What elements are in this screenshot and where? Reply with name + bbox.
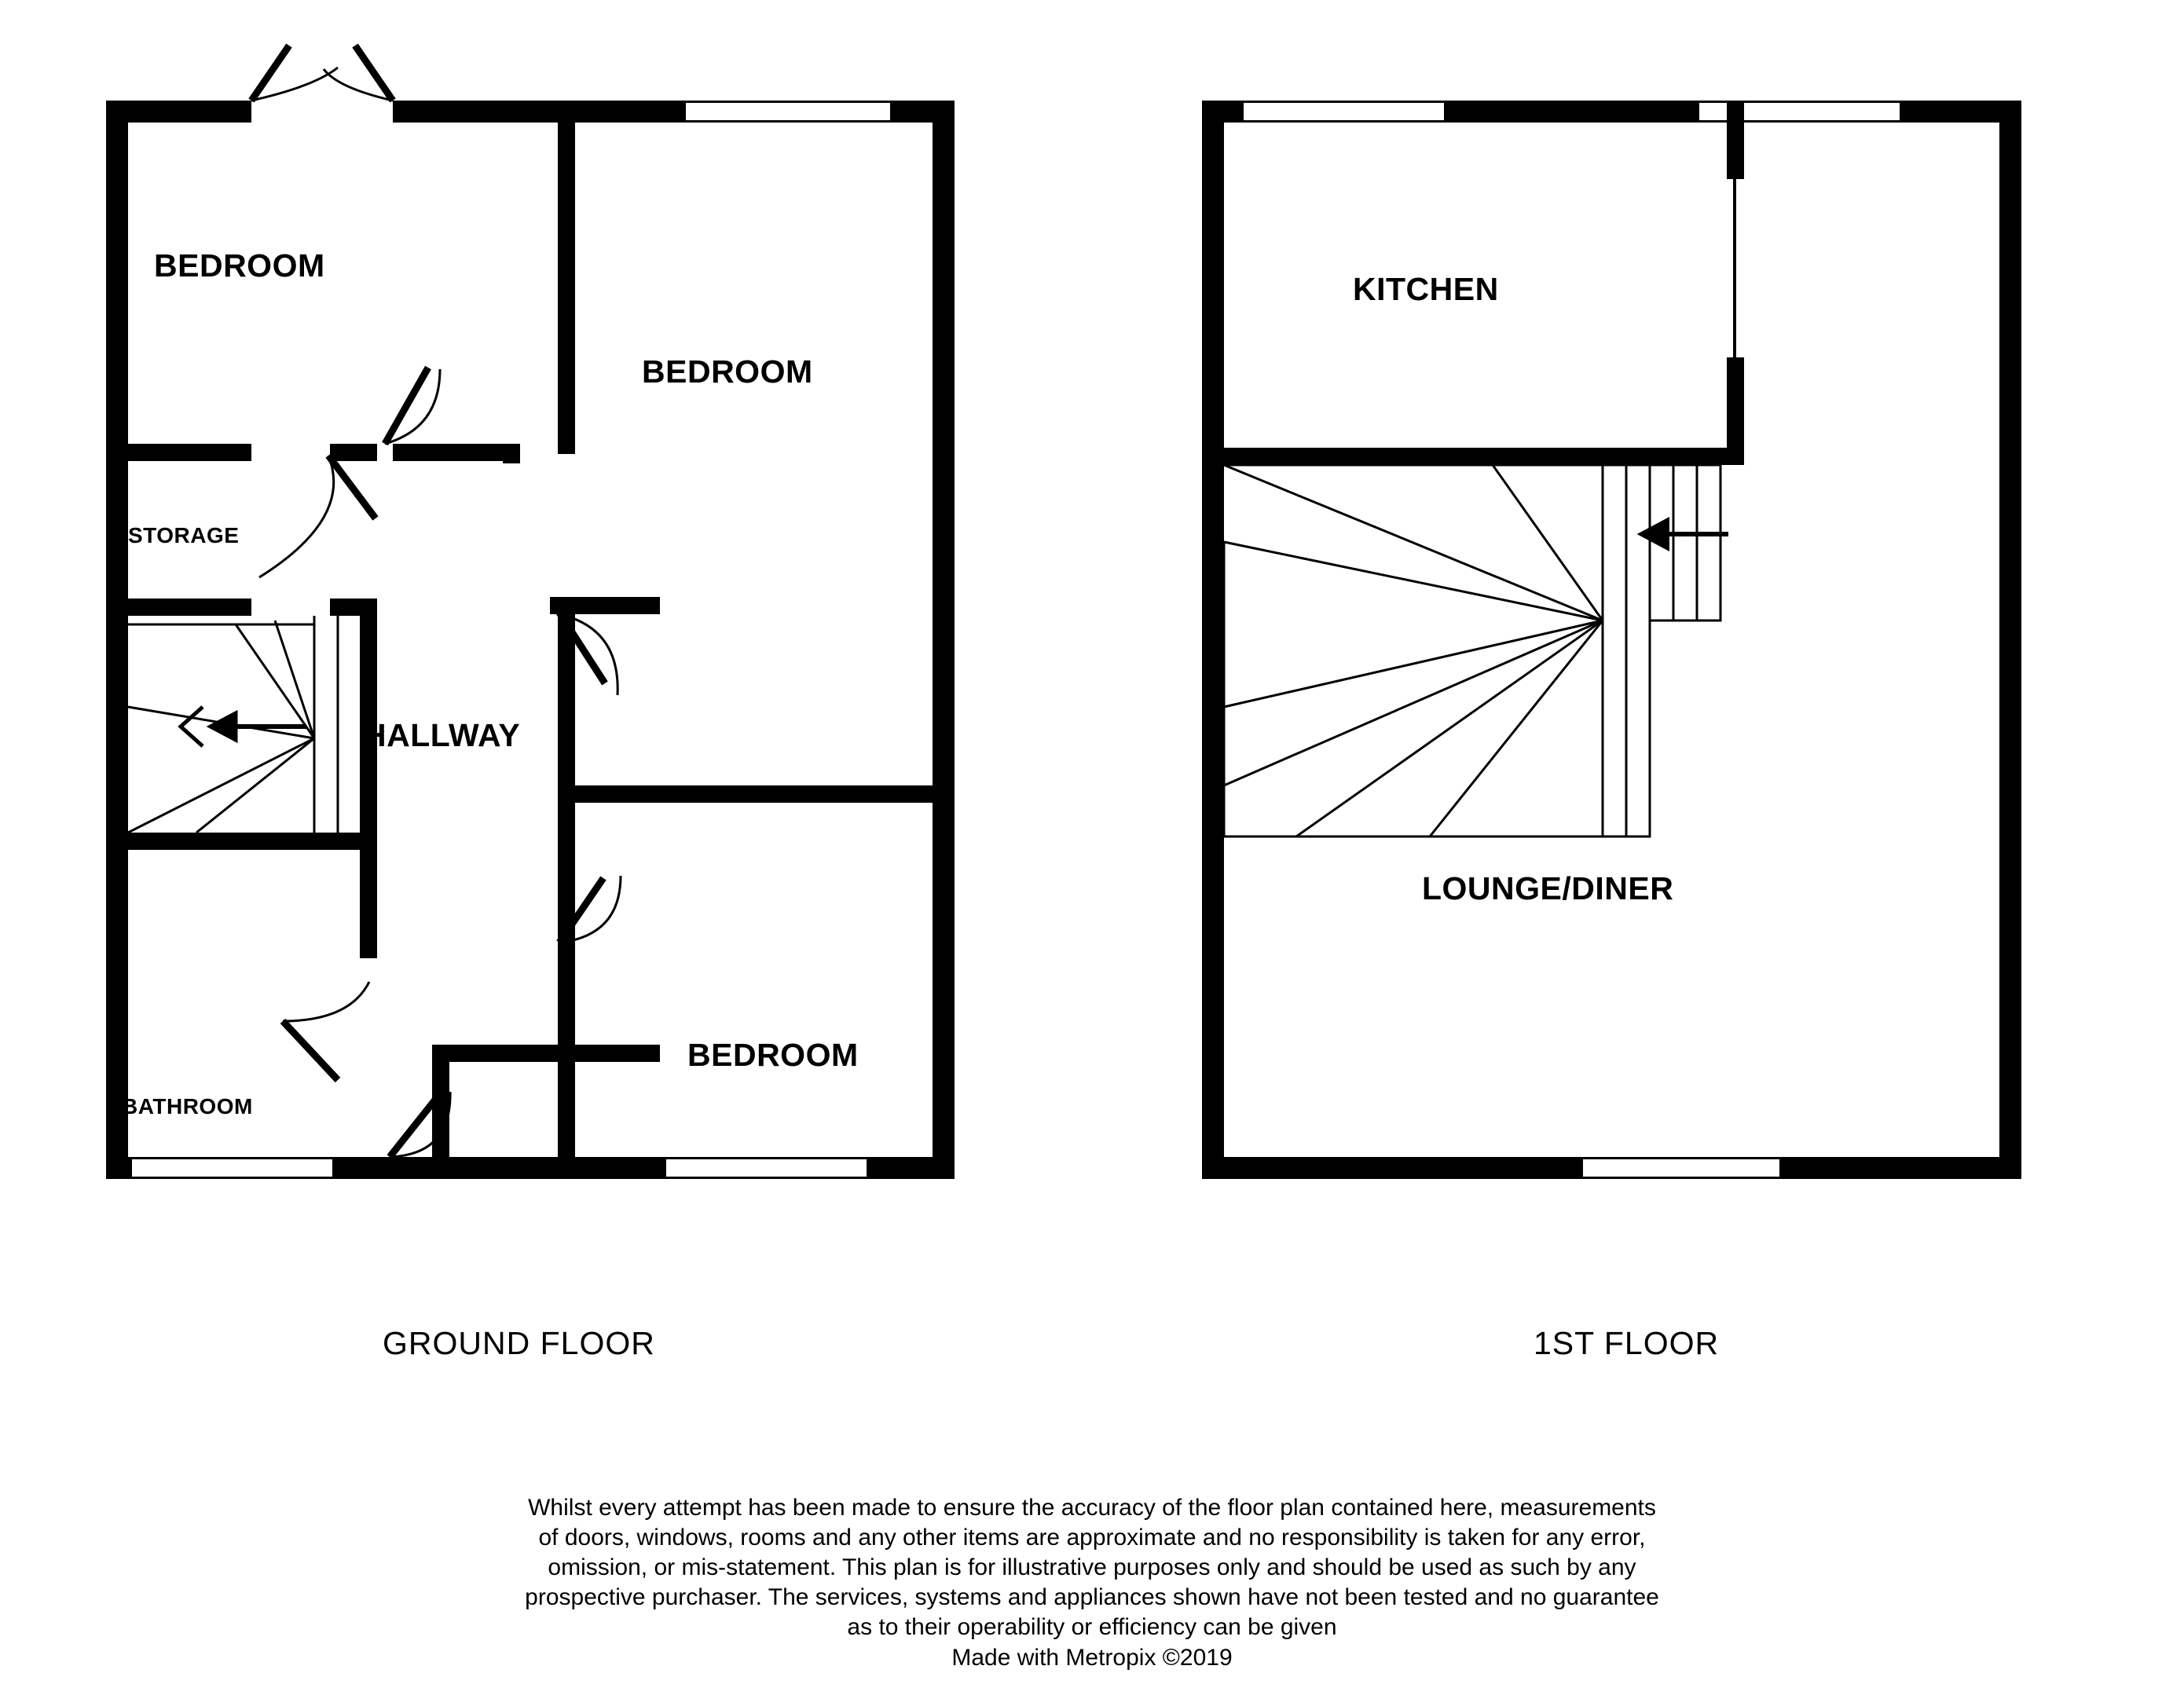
room-label-kitchen: KITCHEN xyxy=(1353,271,1499,307)
first-floor-details xyxy=(1100,0,2184,1257)
room-label-bathroom: BATHROOM xyxy=(122,1094,253,1118)
ground-floor-title: GROUND FLOOR xyxy=(383,1325,655,1361)
first-floor-title: 1ST FLOOR xyxy=(1534,1325,1720,1361)
room-label-bedroom-3: BEDROOM xyxy=(687,1037,859,1073)
room-label-bedroom-1: BEDROOM xyxy=(154,247,325,284)
ground-floor-details xyxy=(0,0,1100,1257)
room-label-storage: STORAGE xyxy=(128,523,240,547)
room-label-hallway: HALLWAY xyxy=(363,717,521,753)
first-floor-plan xyxy=(1100,0,2184,1257)
room-label-bedroom-2: BEDROOM xyxy=(642,353,813,390)
ground-floor-plan xyxy=(0,0,1100,1257)
metropix-credit: Made with Metropix ©2019 xyxy=(951,1645,1233,1671)
disclaimer-line-2: of doors, windows, rooms and any other items are approximate and no responsibility is taken for any error, xyxy=(538,1525,1646,1550)
disclaimer-line-4: prospective purchaser. The services, systems and appliances shown have not been tested and no guarantee xyxy=(525,1584,1659,1610)
room-label-lounge-diner: LOUNGE/DINER xyxy=(1422,870,1674,906)
disclaimer-line-1: Whilst every attempt has been made to ensure the accuracy of the floor plan contained here, measurements xyxy=(528,1495,1656,1521)
disclaimer-line-5: as to their operability or efficiency can be given xyxy=(847,1614,1337,1640)
disclaimer-line-3: omission, or mis-statement. This plan is for illustrative purposes only and should be used as such by any xyxy=(548,1554,1636,1580)
